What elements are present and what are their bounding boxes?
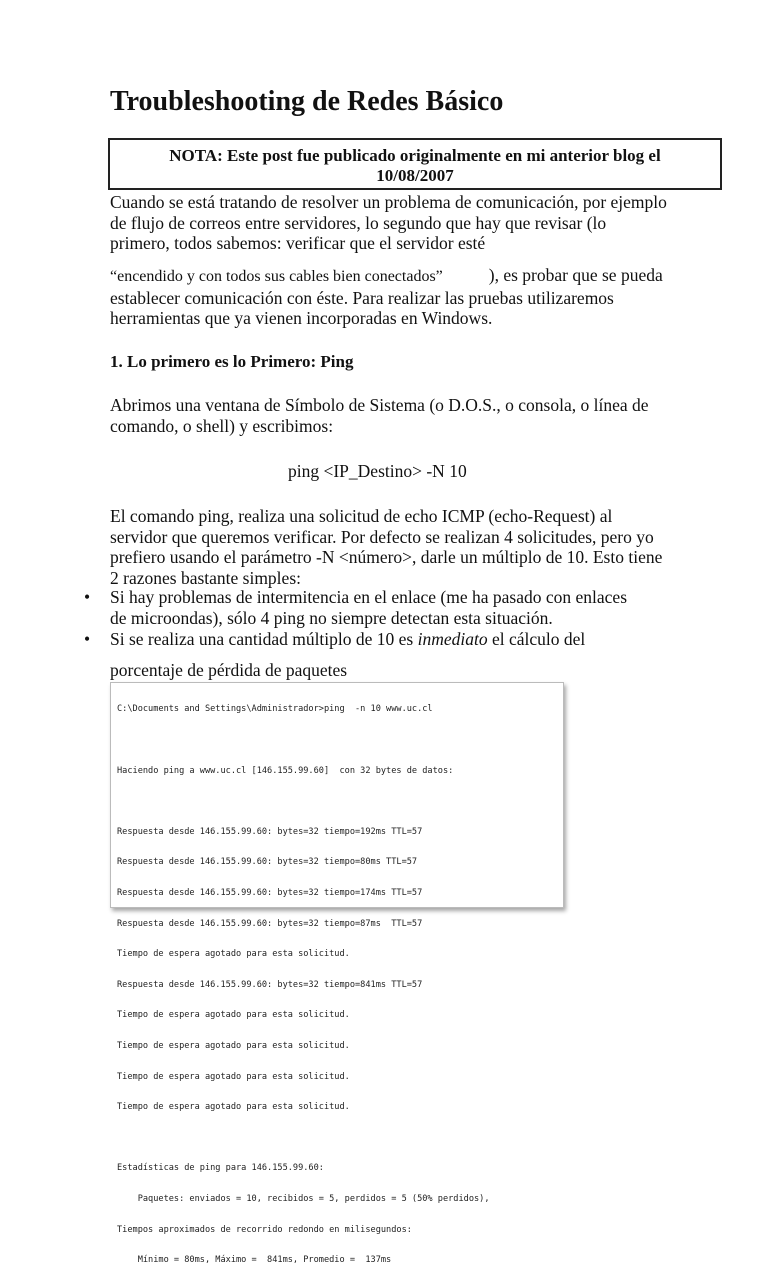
bullet-icon: • (84, 587, 91, 607)
note-line-2: 10/08/2007 (376, 166, 454, 185)
list-item-text: Si se realiza una cantidad múltiplo de 10 es (110, 629, 418, 649)
console-line: Respuesta desde 146.155.99.60: bytes=32 tiempo=192ms TTL=57 (117, 826, 423, 837)
paragraph-open-console: Abrimos una ventana de Símbolo de Sistema (o D.O.S., o consola, o línea de comando, o shell) y escribimos: (110, 395, 649, 436)
console-line: Estadísticas de ping para 146.155.99.60: (117, 1163, 324, 1174)
page-title: Troubleshooting de Redes Básico (110, 86, 504, 117)
note-box (108, 138, 722, 190)
paragraph-testing-rest: ), es probar que se pueda establecer comunicación con éste. Para realizar las pruebas utilizaremos herramientas que ya vienen incorporadas en Windows. (110, 265, 663, 328)
console-line: Mínimo = 80ms, Máximo = 841ms, Promedio = 137ms (117, 1255, 392, 1266)
list-item-continuation: porcentaje de pérdida de paquetes (110, 660, 348, 680)
list-item-text: Si hay problemas de intermitencia en el enlace (me ha pasado con enlaces de microondas), sólo 4 ping no siempre detectan esta situación. (110, 587, 628, 628)
quoted-text: “encendido y con todos sus cables bien conectados” (110, 268, 443, 285)
console-line (117, 1133, 557, 1143)
section-heading-ping: 1. Lo primero es lo Primero: Ping (110, 352, 354, 371)
console-line: Tiempos aproximados de recorrido redondo en milisegundos: (117, 1224, 412, 1235)
paragraph-testing (110, 265, 670, 329)
list-item-text: el cálculo del (487, 629, 586, 649)
paragraph-ping-explanation: El comando ping, realiza una solicitud de echo ICMP (echo-Request) al servidor que queremos verificar. Por defecto se realizan 4 solicitudes, pero yo prefiero usando el parámetro -N <número>, darle un múltiplo de 10. Esto tiene 2 razones bastante simples: (110, 506, 663, 588)
console-line: Haciendo ping a www.uc.cl [146.155.99.60] con 32 bytes de datos: (117, 765, 454, 776)
console-line (117, 735, 557, 745)
list-item (84, 587, 644, 629)
console-line: Tiempo de espera agotado para esta solicitud. (117, 1040, 350, 1051)
emphasis-text: inmediato (417, 629, 488, 649)
ping-command: ping <IP_Destino> -N 10 (288, 461, 467, 481)
console-line (117, 796, 557, 806)
note-line-1: NOTA: Este post fue publicado originalmente en mi anterior blog el (169, 146, 661, 165)
console-line: Tiempo de espera agotado para esta solicitud. (117, 1010, 350, 1021)
console-line: Respuesta desde 146.155.99.60: bytes=32 tiempo=841ms TTL=57 (117, 979, 423, 990)
reasons-list (84, 587, 644, 650)
console-line: Respuesta desde 146.155.99.60: bytes=32 tiempo=174ms TTL=57 (117, 887, 423, 898)
console-line: Respuesta desde 146.155.99.60: bytes=32 tiempo=87ms TTL=57 (117, 918, 423, 929)
console-line: Tiempo de espera agotado para esta solicitud. (117, 949, 350, 960)
console-line: Paquetes: enviados = 10, recibidos = 5, perdidos = 5 (50% perdidos), (117, 1193, 490, 1204)
console-line: Respuesta desde 146.155.99.60: bytes=32 tiempo=80ms TTL=57 (117, 857, 418, 868)
console-line: C:\Documents and Settings\Administrador>ping -n 10 www.uc.cl (117, 704, 433, 715)
console-screenshot (110, 682, 564, 1266)
console-line: Tiempo de espera agotado para esta solicitud. (117, 1071, 350, 1082)
list-item (84, 629, 644, 650)
paragraph-intro: Cuando se está tratando de resolver un problema de comunicación, por ejemplo de flujo de correos entre servidores, lo segundo que hay que revisar (lo primero, todos sabemos: verificar que el servidor esté (110, 192, 667, 253)
bullet-icon: • (84, 629, 91, 649)
console-line: Tiempo de espera agotado para esta solicitud. (117, 1102, 350, 1113)
